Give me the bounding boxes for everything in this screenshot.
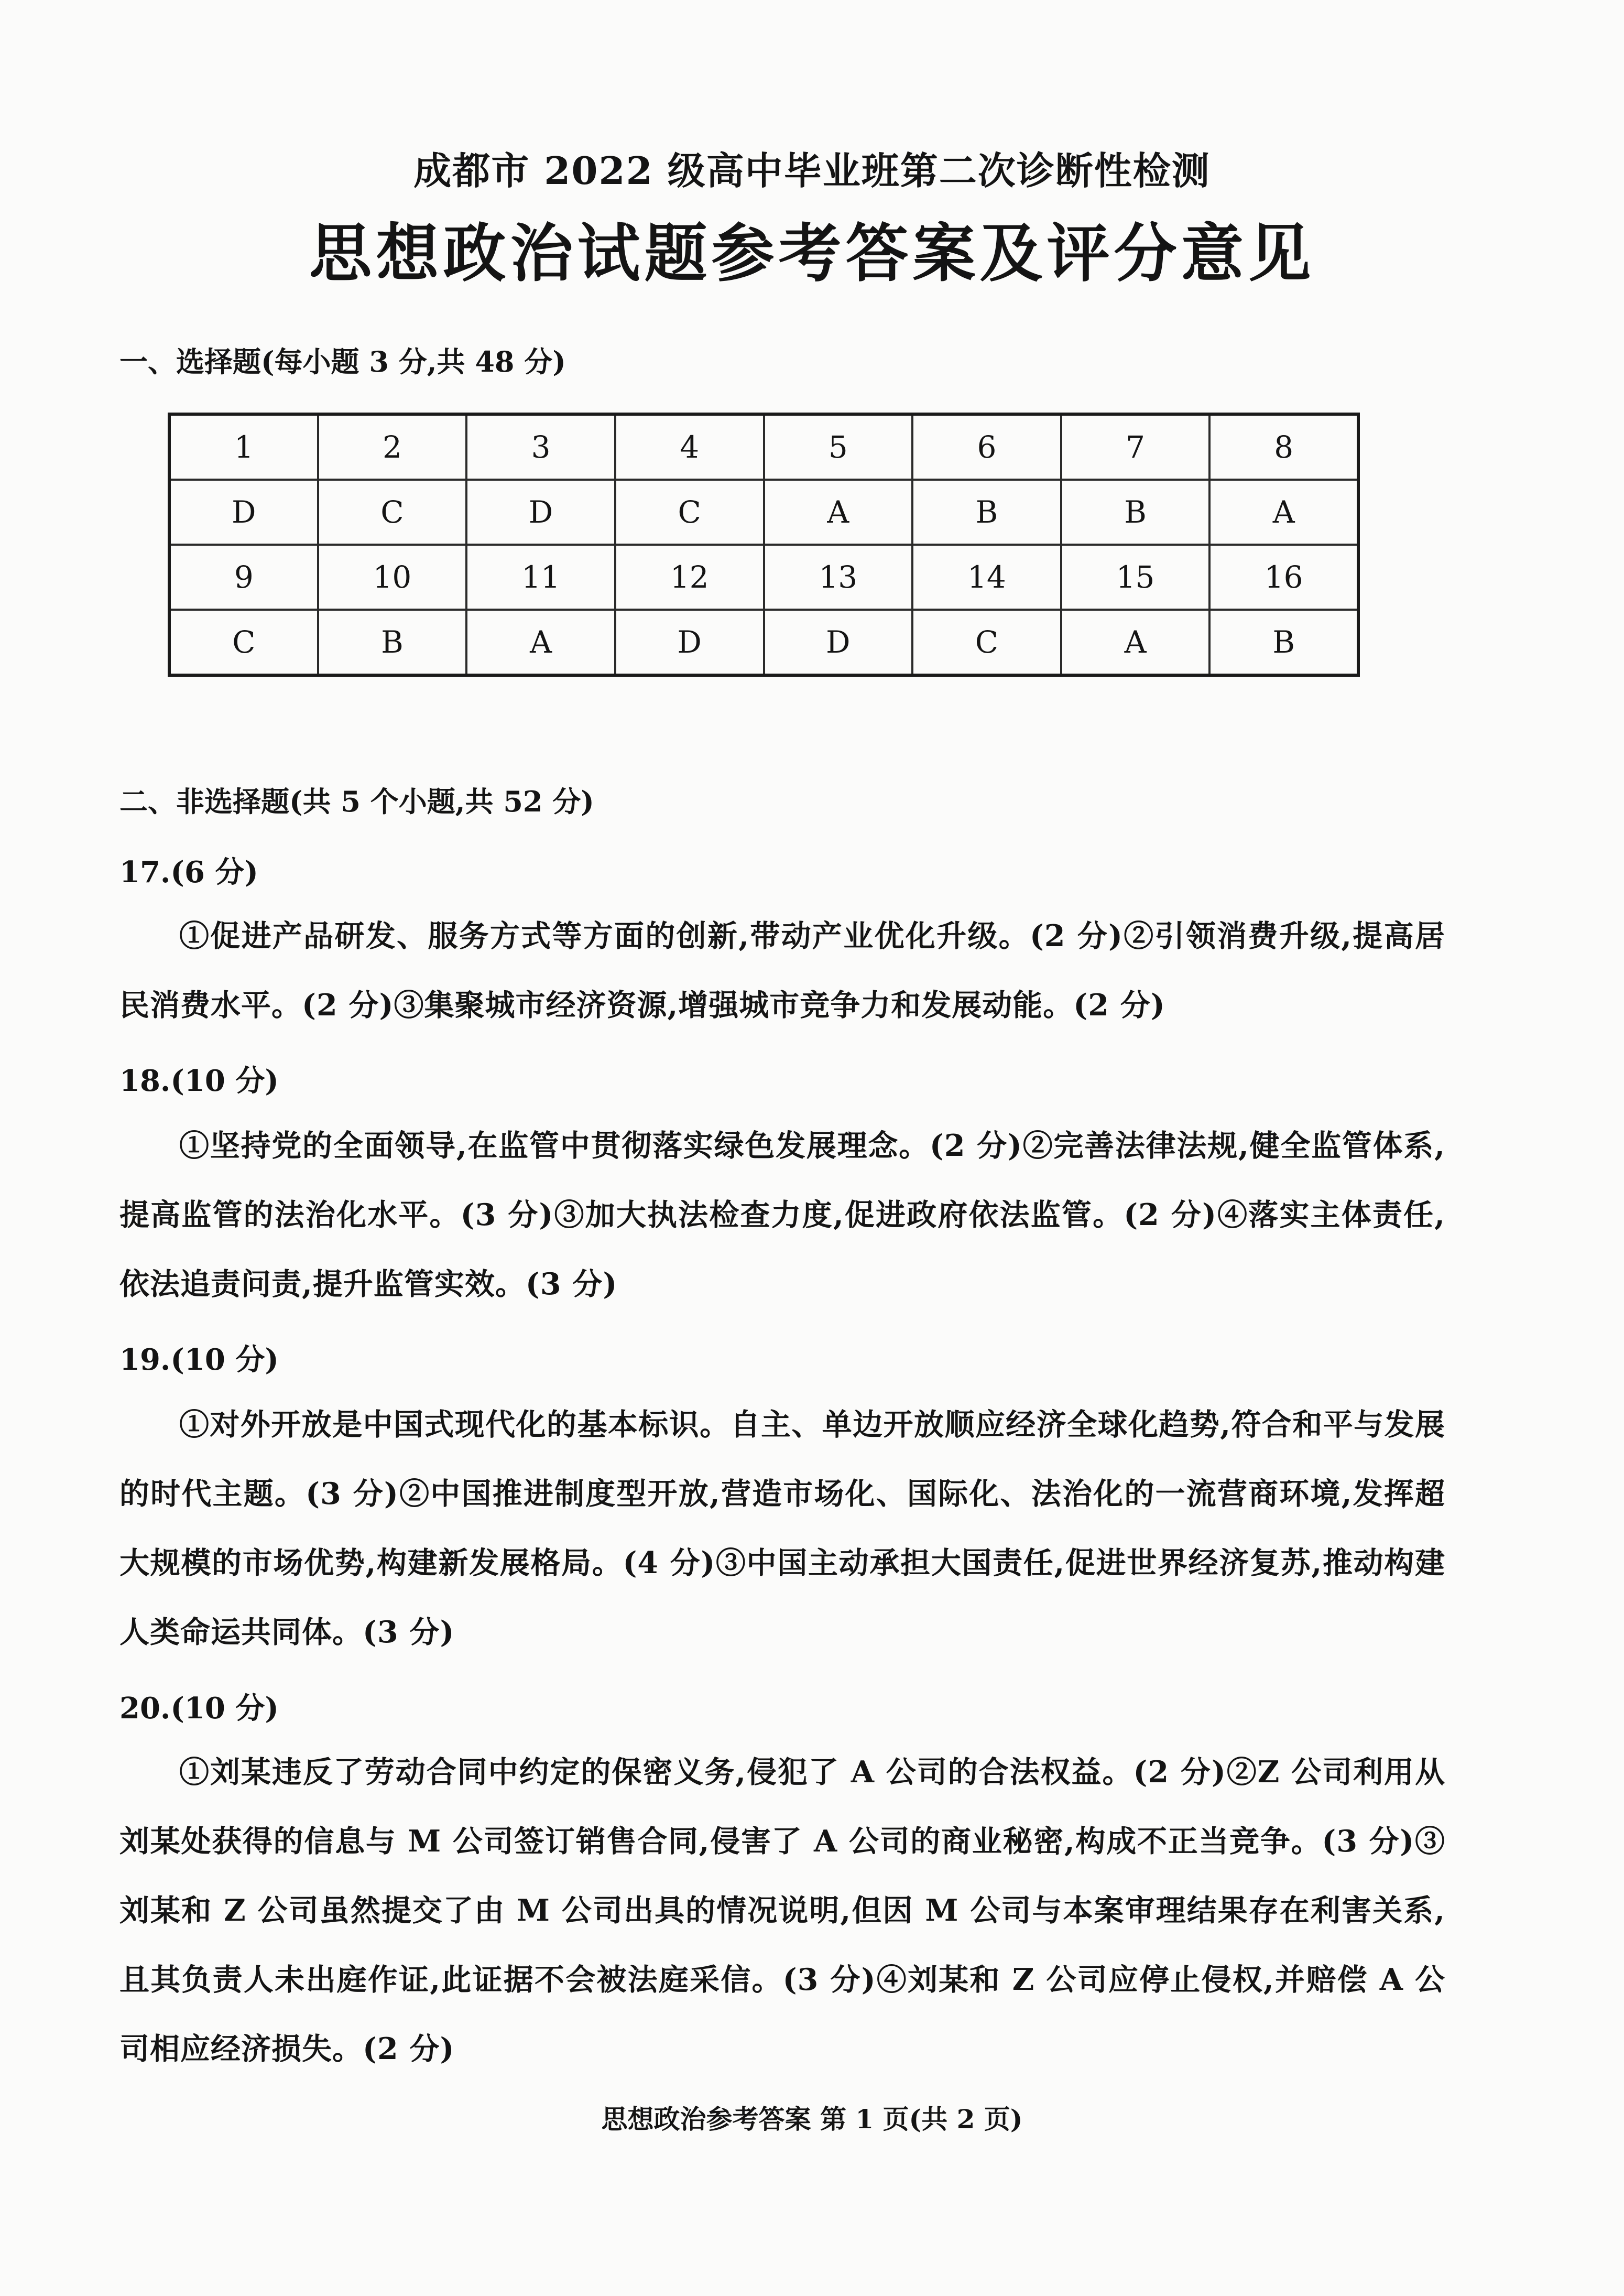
table-cell: B (912, 480, 1061, 545)
table-cell: 14 (912, 545, 1061, 610)
table-cell: 15 (1061, 545, 1210, 610)
question-18-answer: ①坚持党的全面领导,在监管中贯彻落实绿色发展理念。(2 分)②完善法律法规,健全监管体系,提高监管的法治化水平。(3 分)③加大执法检查力度,促进政府依法监管。(2 分)④落实主体责任,依法追责问责,提升监管实效。(3 分) (119, 1128, 1445, 1302)
question-19-answer: ①对外开放是中国式现代化的基本标识。自主、单边开放顺应经济全球化趋势,符合和平与发展的时代主题。(3 分)②中国推进制度型开放,营造市场化、国际化、法治化的一流营商环境,发挥超大规模的市场优势,构建新发展格局。(4 分)③中国主动承担大国责任,促进世界经济复苏,推动构建人类命运共同体。(3 分) (119, 1407, 1445, 1650)
question-number-row (169, 414, 1358, 480)
table-cell: 3 (466, 414, 615, 480)
table-cell: C (169, 610, 318, 675)
answer-row (169, 480, 1358, 545)
table-cell: 7 (1061, 414, 1210, 480)
table-cell: 2 (318, 414, 467, 480)
exam-title: 成都市 2022 级高中毕业班第二次诊断性检测 (413, 148, 1211, 193)
table-cell: 4 (615, 414, 764, 480)
table-cell: A (764, 480, 913, 545)
multiple-choice-answer-table (168, 413, 1360, 677)
question-18-heading: 18.(10 分) (119, 1064, 279, 1098)
answer-row (169, 610, 1358, 675)
table-cell: C (615, 480, 764, 545)
table-cell: D (466, 480, 615, 545)
table-cell: A (466, 610, 615, 675)
table-cell: 8 (1209, 414, 1358, 480)
table-cell: C (912, 610, 1061, 675)
question-number-row (169, 545, 1358, 610)
document-title: 思想政治试题参考答案及评分意见 (309, 216, 1315, 290)
table-cell: D (764, 610, 913, 675)
table-cell: D (169, 480, 318, 545)
table-cell: 16 (1209, 545, 1358, 610)
question-20-answer: ①刘某违反了劳动合同中约定的保密义务,侵犯了 A 公司的合法权益。(2 分)②Z 公司利用从刘某处获得的信息与 M 公司签订销售合同,侵害了 A 公司的商业秘密,构成不正当竞争。(3 分)③刘某和 Z 公司虽然提交了由 M 公司出具的情况说明,但因 M 公司与本案审理结果存在利害关系,且其负责人未出庭作证,此证据不会被法庭采信。(3 分)④刘某和 Z 公司应停止侵权,并赔偿 A 公司相应经济损失。(2 分) (119, 1755, 1445, 2066)
table-cell: C (318, 480, 467, 545)
table-cell: 6 (912, 414, 1061, 480)
table-cell: B (1061, 480, 1210, 545)
table-cell: A (1209, 480, 1358, 545)
question-17-answer: ①促进产品研发、服务方式等方面的创新,带动产业优化升级。(2 分)②引领消费升级,提高居民消费水平。(2 分)③集聚城市经济资源,增强城市竞争力和发展动能。(2 分) (119, 918, 1445, 1023)
table-cell: 11 (466, 545, 615, 610)
table-cell: 5 (764, 414, 913, 480)
question-17-heading: 17.(6 分) (119, 855, 258, 890)
table-cell: 10 (318, 545, 467, 610)
table-cell: D (615, 610, 764, 675)
table-cell: 1 (169, 414, 318, 480)
question-20-heading: 20.(10 分) (119, 1691, 279, 1726)
table-cell: B (318, 610, 467, 675)
table-cell: 9 (169, 545, 318, 610)
page-footer: 思想政治参考答案 第 1 页(共 2 页) (601, 2104, 1023, 2135)
section2-heading: 二、非选择题(共 5 个小题,共 52 分) (119, 785, 594, 818)
question-19-heading: 19.(10 分) (119, 1342, 279, 1377)
table-cell: 12 (615, 545, 764, 610)
table-cell: B (1209, 610, 1358, 675)
table-cell: A (1061, 610, 1210, 675)
section1-heading: 一、选择题(每小题 3 分,共 48 分) (119, 345, 566, 378)
table-cell: 13 (764, 545, 913, 610)
